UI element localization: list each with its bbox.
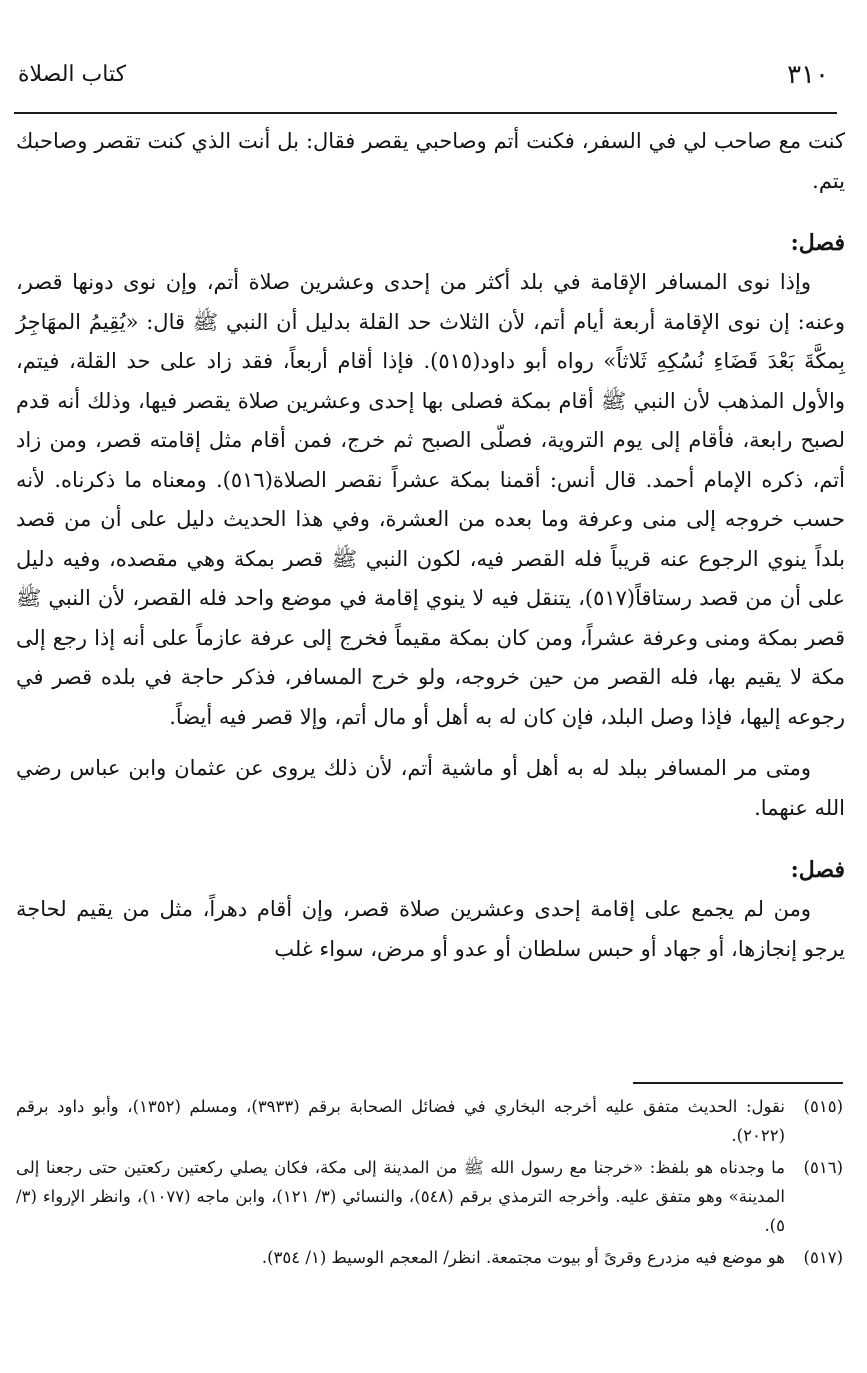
header-rule: [14, 112, 837, 114]
paragraph: وإذا نوى المسافر الإقامة في بلد أكثر من إحدى وعشرين صلاة أتم، وإن نوى دونها قصر، وعنه: إن نوى الإقامة أربعة أيام أتم، لأن الثلاث حد القلة بدليل أن النبي ﷺ قال: «يُقِيمُ المهَاجِرُ بِمكَّةَ بَعْدَ قَضَاءِ نُسُكِهِ ثَلاثاً» رواه أبو داود(٥١٥). فإذا أقام أربعاً، فقد زاد على حد القلة، فيتم، والأول المذهب لأن النبي ﷺ أقام بمكة فصلى بها إحدى وعشرين صلاة يقصر فيها، وذلك أنه قدم لصبح رابعة، فأقام إلى يوم التروية، فصلّى الصبح ثم خرج، فمن أقام مثل إقامته قصر، ومن زاد أتم، ذكره الإمام أحمد. قال أنس: أقمنا بمكة عشراً نقصر الصلاة(٥١٦). ومعناه ما ذكرناه. لأنه حسب خروجه إلى منى وعرفة وما بعده من العشرة، وفي هذا الحديث دليل على أن من قصد بلداً ينوي الرجوع عنه قريباً فله القصر فيه، لكون النبي ﷺ قصر بمكة وهي مقصده، وفيه دليل على أن من قصد رستاقاً(٥١٧)، يتنقل فيه لا ينوي إقامة في موضع واحد فله القصر، لأن النبي ﷺ قصر بمكة ومنى وعرفة عشراً، ومن كان بمكة مقيماً فخرج إلى عرفة عازماً على أنه إذا رجع إلى مكة لا يقيم بها، فله القصر من حين خروجه، ولو خرج المسافر، فذكر حاجة في بلده قصر في رجوعه إليها، فإذا وصل البلد، فإن كان له به أهل أو مال أتم، وإلا قصر فيه أيضاً.: [16, 270, 845, 729]
footnote-text: هو موضع فيه مزدرع وقرىً أو بيوت مجتمعة. انظر/ المعجم الوسيط (١/ ٣٥٤).: [261, 1248, 785, 1267]
paragraph: ومن لم يجمع على إقامة إحدى وعشرين صلاة قصر، وإن أقام دهراً، مثل من يقيم لحاجة يرجو إنجازها، أو جهاد أو حبس سلطان أو عدو أو مرض، سواء غلب: [16, 897, 845, 961]
footnote: [16, 1153, 843, 1240]
footnotes: [16, 1092, 843, 1275]
footnote-rule: [633, 1082, 843, 1084]
section-heading: فصل:: [790, 857, 845, 883]
paragraph: ومتى مر المسافر ببلد له به أهل أو ماشية أتم، لأن ذلك يروى عن عثمان وابن عباس رضي الله عنهما.: [16, 756, 845, 820]
footnote-number: (٥١٧): [803, 1248, 843, 1267]
footnote: [16, 1243, 843, 1272]
book-title: كتاب الصلاة: [18, 62, 127, 87]
footnote-number: (٥١٦): [803, 1158, 843, 1177]
footnote: [16, 1092, 843, 1150]
page-number: ٣١٠: [787, 60, 829, 90]
running-header: [18, 55, 829, 95]
footnote-text: ما وجدناه هو بلفظ: «خرجنا مع رسول الله ﷺ من المدينة إلى مكة، فكان يصلي ركعتين ركعتين حتى رجعنا إلى المدينة» وهو متفق عليه. وأخرجه الترمذي برقم (٥٤٨)، والنسائي (٣/ ١٢١)، وابن ماجه (١٠٧٧)، وانظر الإرواء (٣/ ٥).: [16, 1158, 785, 1235]
section-heading: فصل:: [790, 230, 845, 256]
paragraph-continued: كنت مع صاحب لي في السفر، فكنت أتم وصاحبي يقصر فقال: بل أنت الذي كنت تقصر وصاحبك يتم.: [16, 129, 845, 193]
footnote-number: (٥١٥): [803, 1097, 843, 1116]
footnote-text: نقول: الحديث متفق عليه أخرجه البخاري في فضائل الصحابة برقم (٣٩٣٣)، ومسلم (١٣٥٢)، وأبو داود برقم (٢٠٢٢).: [16, 1097, 785, 1145]
main-text: [16, 122, 845, 969]
